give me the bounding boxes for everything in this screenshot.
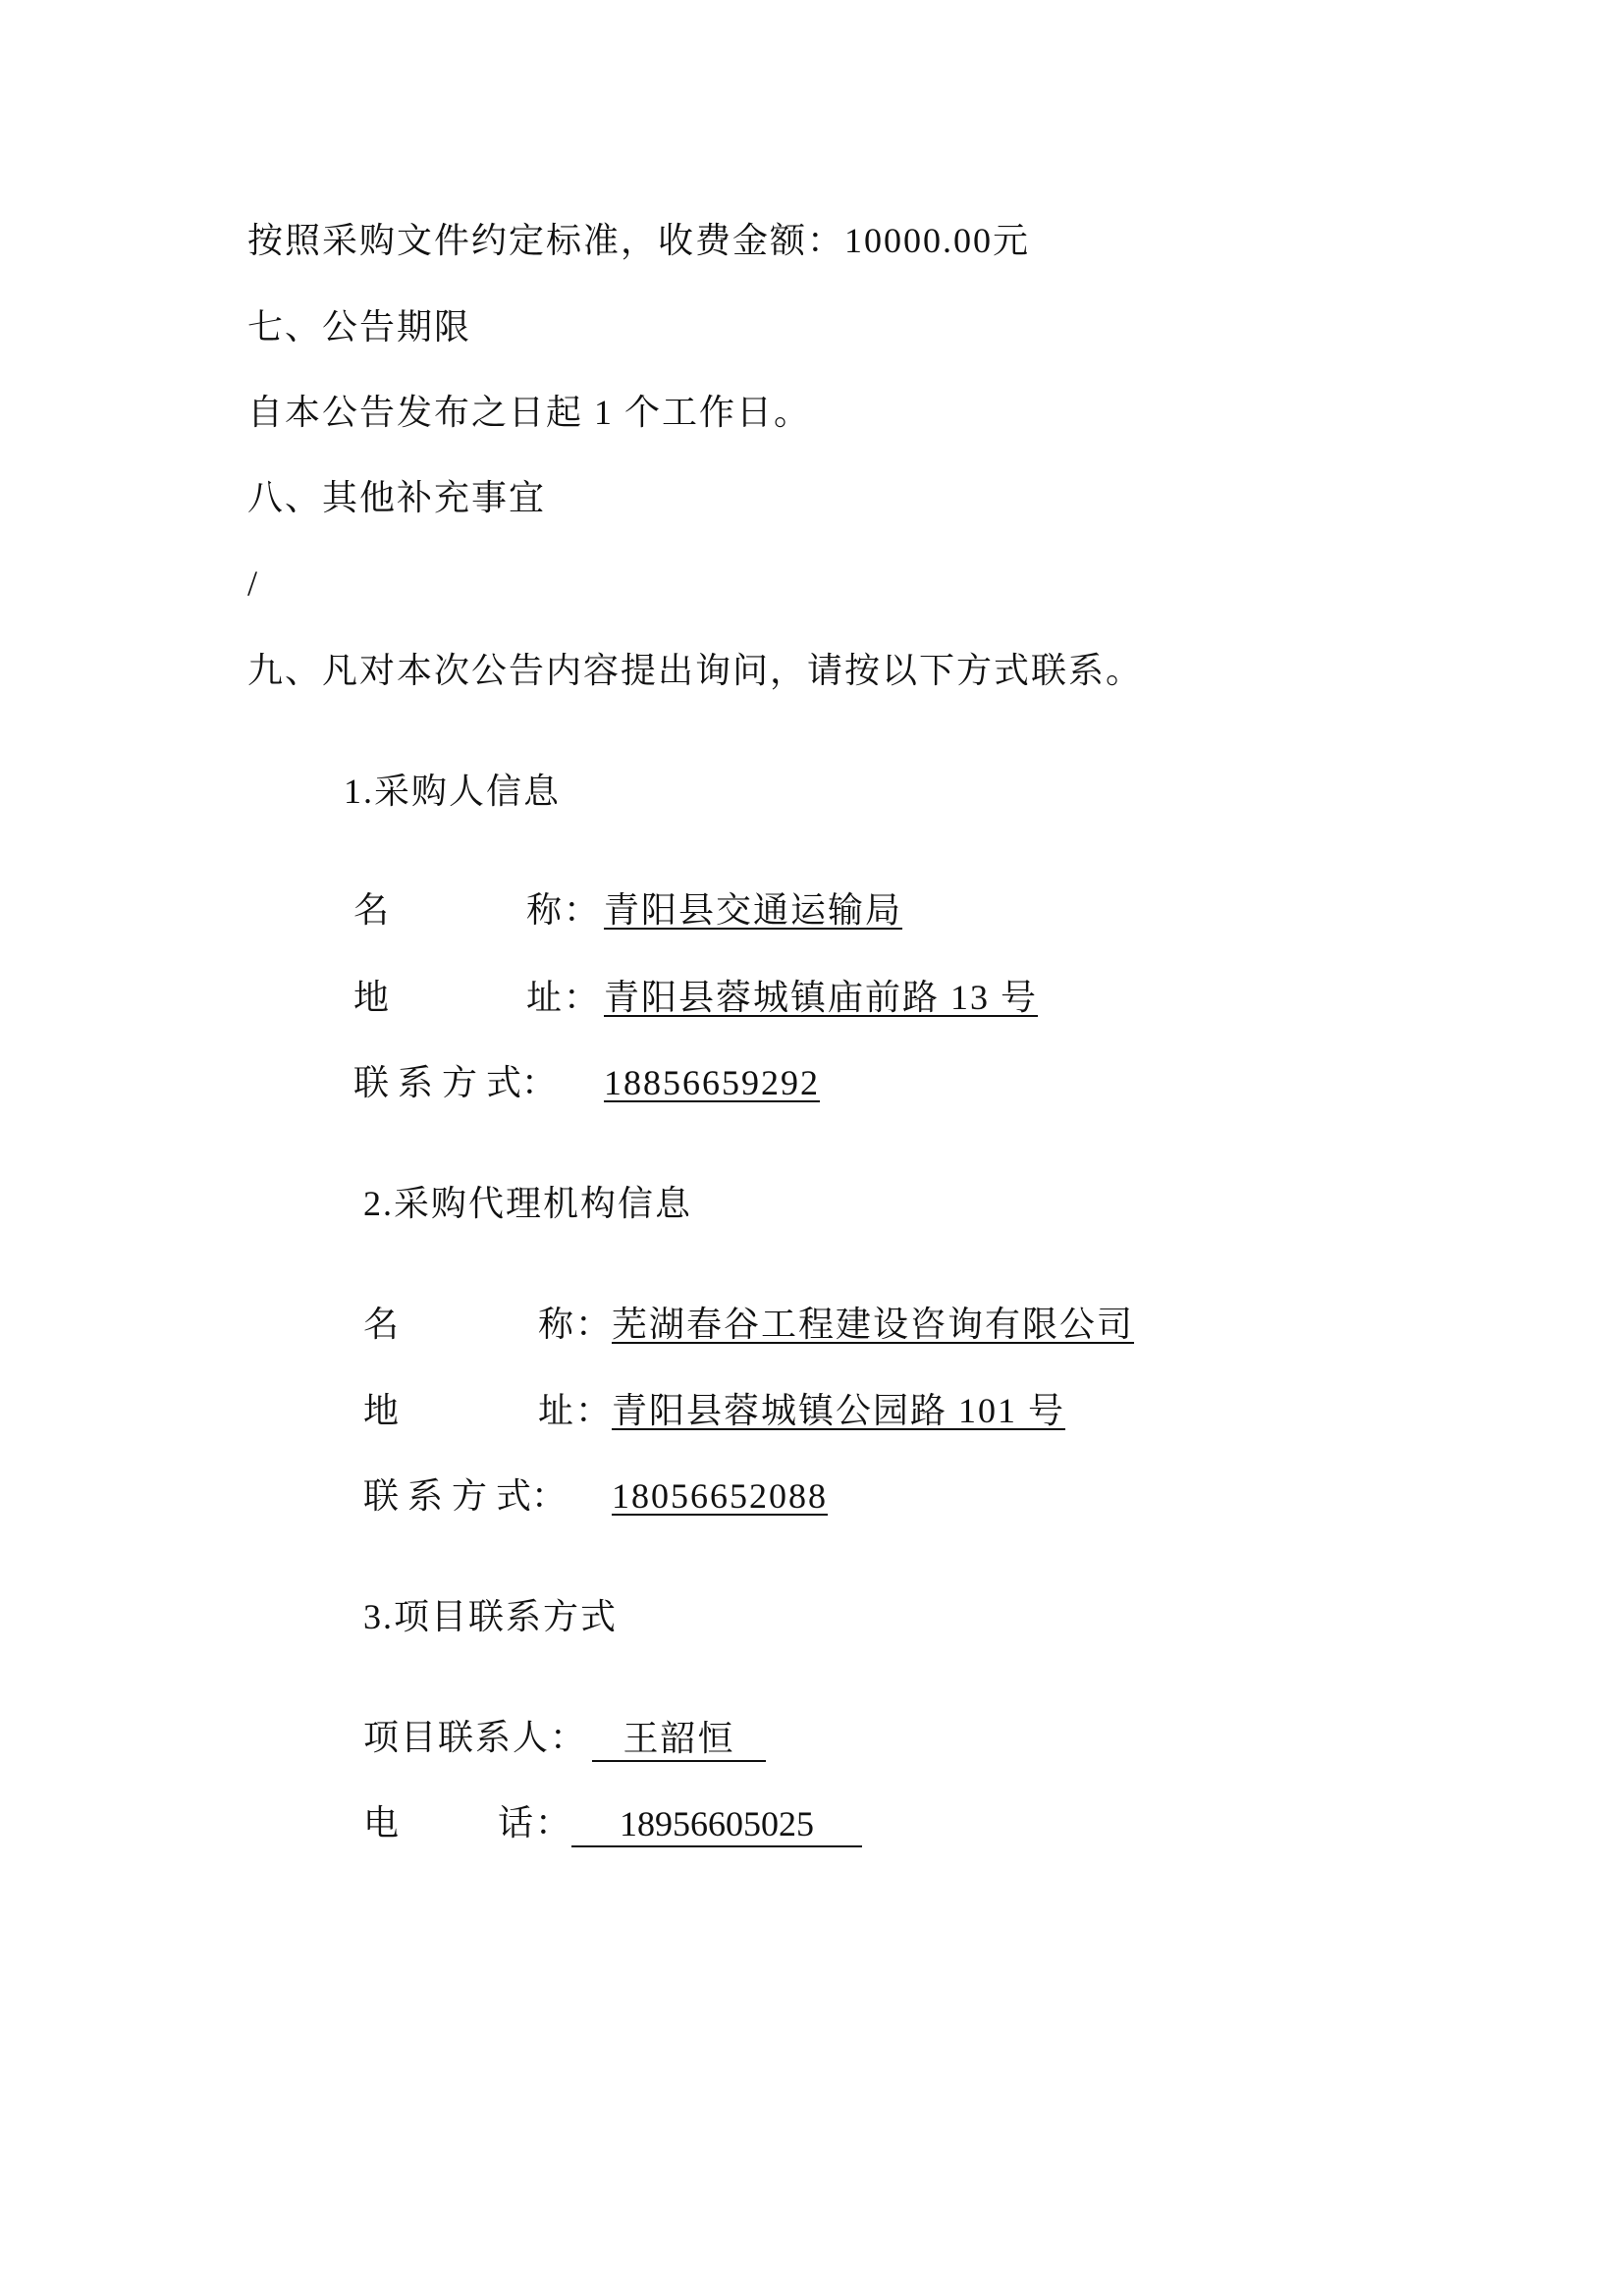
agency-contact-label: 联 系 方 式： — [363, 1476, 568, 1516]
purchaser-heading: 1.采购人信息 — [344, 772, 562, 811]
purchaser-name: 青阳县交通运输局 — [604, 890, 903, 930]
section-8-title: 八、其他补充事宜 — [247, 478, 547, 517]
section-8-body: / — [247, 563, 260, 603]
agency-heading: 2.采购代理机构信息 — [363, 1184, 693, 1223]
agency-address-label-a: 地 — [363, 1391, 402, 1430]
agency-address-label-b: 址： — [538, 1391, 614, 1430]
section-7-body: 自本公告发布之日起 1 个工作日。 — [247, 393, 812, 432]
purchaser-address: 青阳县蓉城镇庙前路 13 号 — [604, 978, 1039, 1017]
fee-line: 按照采购文件约定标准，收费金额：10000.00元 — [247, 221, 1031, 260]
project-contact-field — [592, 1718, 766, 1762]
project-contact: 王韶恒 — [592, 1719, 766, 1762]
purchaser-name-label-a: 名 — [353, 890, 392, 930]
project-heading: 3.项目联系方式 — [363, 1597, 619, 1636]
agency-phone: 18056652088 — [612, 1476, 828, 1516]
section-9-title: 九、凡对本次公告内容提出询问，请按以下方式联系。 — [247, 651, 1144, 690]
agency-address: 青阳县蓉城镇公园路 101 号 — [612, 1391, 1066, 1430]
agency-name-label-a: 名 — [363, 1305, 402, 1344]
agency-name-label-b: 称： — [538, 1305, 614, 1344]
purchaser-contact-label: 联 系 方 式： — [353, 1063, 558, 1102]
section-7-title: 七、公告期限 — [247, 307, 472, 347]
agency-name: 芜湖春谷工程建设咨询有限公司 — [612, 1305, 1135, 1344]
project-tel-field — [571, 1803, 862, 1847]
purchaser-address-label-a: 地 — [353, 978, 392, 1017]
project-contact-label: 项目联系人： — [363, 1718, 588, 1757]
purchaser-phone: 18856659292 — [604, 1063, 820, 1102]
project-tel-label-b: 话： — [498, 1803, 573, 1842]
project-tel-label-a: 电 — [363, 1803, 402, 1842]
project-tel: 18956605025 — [571, 1804, 862, 1847]
purchaser-address-label-b: 址： — [526, 978, 602, 1017]
purchaser-name-label-b: 称： — [526, 890, 602, 930]
